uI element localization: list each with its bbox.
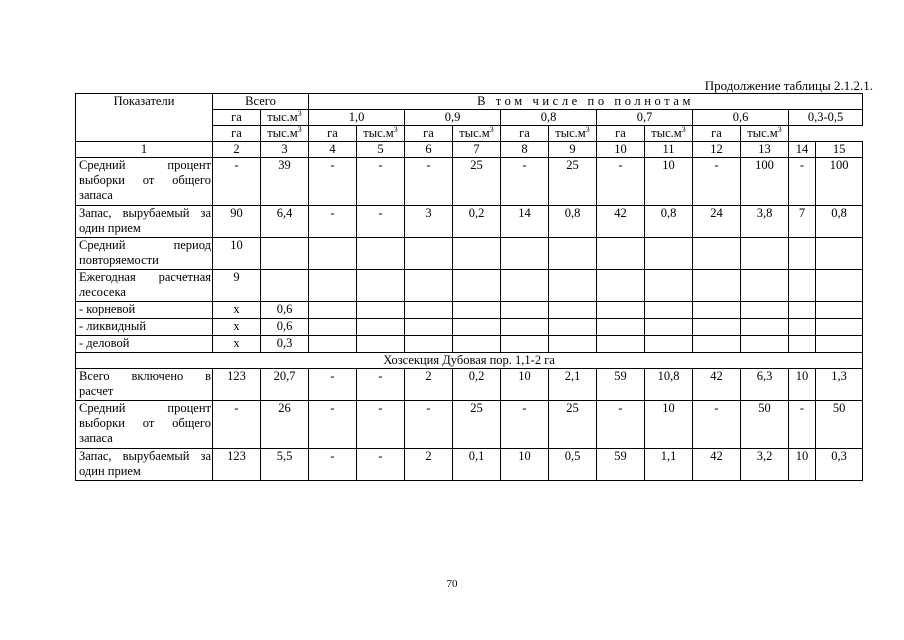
table-cell bbox=[645, 270, 693, 302]
table-cell bbox=[645, 319, 693, 336]
page-number: 70 bbox=[446, 578, 458, 590]
table-cell bbox=[453, 319, 501, 336]
table-cell: - bbox=[789, 158, 816, 206]
table-cell: 6,3 bbox=[741, 369, 789, 401]
table-cell bbox=[597, 238, 645, 270]
column-number: 2 bbox=[213, 142, 261, 158]
table-cell: 25 bbox=[549, 401, 597, 449]
table-cell bbox=[549, 302, 597, 319]
table-cell bbox=[261, 270, 309, 302]
data-table bbox=[75, 93, 863, 481]
table-cell bbox=[816, 270, 863, 302]
table-cell bbox=[816, 302, 863, 319]
table-cell: 10 bbox=[501, 449, 549, 481]
table-cell: - bbox=[309, 401, 357, 449]
table-cell: 24 bbox=[693, 206, 741, 238]
table-cell bbox=[597, 270, 645, 302]
row-label: Средний процент выборки от общего запаса bbox=[76, 158, 213, 206]
table-cell bbox=[261, 238, 309, 270]
table-cell: х bbox=[213, 336, 261, 353]
table-cell: 20,7 bbox=[261, 369, 309, 401]
table-cell: 39 bbox=[261, 158, 309, 206]
table-cell: 7 bbox=[789, 206, 816, 238]
table-cell bbox=[501, 319, 549, 336]
table-cell: 25 bbox=[453, 158, 501, 206]
header-density-2: 0,8 bbox=[501, 110, 597, 126]
table-cell: 0,8 bbox=[816, 206, 863, 238]
table-cell: 26 bbox=[261, 401, 309, 449]
table-cell bbox=[789, 238, 816, 270]
table-cell bbox=[789, 319, 816, 336]
table-row bbox=[76, 302, 863, 319]
table-cell: 5,5 bbox=[261, 449, 309, 481]
table-cell: - bbox=[357, 449, 405, 481]
table-cell bbox=[549, 336, 597, 353]
header-indicators: Показатели bbox=[76, 94, 213, 142]
table-cell bbox=[309, 302, 357, 319]
table-cell: - bbox=[357, 369, 405, 401]
table-cell: 0,2 bbox=[453, 369, 501, 401]
table-cell: 2,1 bbox=[549, 369, 597, 401]
column-number: 11 bbox=[645, 142, 693, 158]
table-cell: 59 bbox=[597, 449, 645, 481]
table-cell bbox=[405, 336, 453, 353]
table-cell: - bbox=[597, 158, 645, 206]
table-cell bbox=[405, 302, 453, 319]
table-cell bbox=[357, 319, 405, 336]
table-cell: 10 bbox=[789, 449, 816, 481]
table-cell: - bbox=[405, 401, 453, 449]
table-cell: - bbox=[501, 158, 549, 206]
header-unit-ha: га bbox=[405, 126, 453, 142]
table-cell bbox=[816, 319, 863, 336]
table-cell bbox=[816, 336, 863, 353]
column-number: 6 bbox=[405, 142, 453, 158]
column-number: 7 bbox=[453, 142, 501, 158]
column-number: 1 bbox=[76, 142, 213, 158]
table-cell bbox=[501, 238, 549, 270]
table-cell bbox=[453, 238, 501, 270]
header-density-3: 0,7 bbox=[597, 110, 693, 126]
table-cell: 1,3 bbox=[816, 369, 863, 401]
table-cell: 0,3 bbox=[816, 449, 863, 481]
table-cell: 50 bbox=[816, 401, 863, 449]
column-number: 15 bbox=[816, 142, 863, 158]
table-cell bbox=[357, 302, 405, 319]
table-cell bbox=[453, 270, 501, 302]
column-number: 12 bbox=[693, 142, 741, 158]
table-cell: - bbox=[357, 206, 405, 238]
header-unit-thous: $тыс.м^3$ bbox=[741, 126, 789, 142]
table-cell: - bbox=[597, 401, 645, 449]
table-cell: 42 bbox=[693, 449, 741, 481]
table-cell: 10 bbox=[645, 158, 693, 206]
table-cell: 0,3 bbox=[261, 336, 309, 353]
table-cell bbox=[741, 270, 789, 302]
table-cell: 10 bbox=[645, 401, 693, 449]
row-label: Запас, вырубаемый за один прием bbox=[76, 206, 213, 238]
table-cell: 100 bbox=[816, 158, 863, 206]
table-cell: 0,6 bbox=[261, 302, 309, 319]
table-cell: 6,4 bbox=[261, 206, 309, 238]
table-cell bbox=[357, 238, 405, 270]
table-cell: - bbox=[357, 401, 405, 449]
table-cell: 50 bbox=[741, 401, 789, 449]
row-label: Всего включено в расчет bbox=[76, 369, 213, 401]
table-row bbox=[76, 206, 863, 238]
header-unit-thous: $тыс.м^3$ bbox=[261, 126, 309, 142]
table-cell bbox=[789, 302, 816, 319]
table-cell: 0,8 bbox=[549, 206, 597, 238]
table-cell: 0,5 bbox=[549, 449, 597, 481]
table-cell: - bbox=[357, 158, 405, 206]
column-number: 4 bbox=[309, 142, 357, 158]
table-cell bbox=[597, 319, 645, 336]
section-row bbox=[76, 353, 863, 369]
table-cell: - bbox=[213, 158, 261, 206]
table-cell: 0,2 bbox=[453, 206, 501, 238]
table-cell bbox=[405, 319, 453, 336]
table-cell bbox=[816, 238, 863, 270]
table-cell: 42 bbox=[597, 206, 645, 238]
table-cell: - bbox=[309, 449, 357, 481]
table-cell: - bbox=[405, 158, 453, 206]
header-density-1: 0,9 bbox=[405, 110, 501, 126]
table-cell: 10,8 bbox=[645, 369, 693, 401]
table-cell: х bbox=[213, 302, 261, 319]
table-cell: 59 bbox=[597, 369, 645, 401]
table-cell bbox=[741, 336, 789, 353]
table-cell: - bbox=[693, 158, 741, 206]
header-unit-thous: $тыс.м^3$ bbox=[645, 126, 693, 142]
section-title: Хозсекция Дубовая пор. 1,1-2 га bbox=[76, 353, 863, 369]
table-cell: - bbox=[693, 401, 741, 449]
table-row bbox=[76, 401, 863, 449]
table-cell: 9 bbox=[213, 270, 261, 302]
column-number: 3 bbox=[261, 142, 309, 158]
table-cell bbox=[645, 302, 693, 319]
table-cell bbox=[501, 336, 549, 353]
column-number: 5 bbox=[357, 142, 405, 158]
table-cell bbox=[309, 319, 357, 336]
table-cell bbox=[741, 302, 789, 319]
table-cell bbox=[357, 270, 405, 302]
row-label: - ликвидный bbox=[76, 319, 213, 336]
header-density-0: 1,0 bbox=[309, 110, 405, 126]
header-density-4: 0,6 bbox=[693, 110, 789, 126]
table-cell bbox=[453, 336, 501, 353]
table-cell: 0,8 bbox=[645, 206, 693, 238]
header-unit-thous: $тыс.м^3$ bbox=[357, 126, 405, 142]
table-cell bbox=[309, 238, 357, 270]
table-cell bbox=[789, 336, 816, 353]
table-cell bbox=[549, 270, 597, 302]
table-cell: - bbox=[213, 401, 261, 449]
row-label: - деловой bbox=[76, 336, 213, 353]
table-cell bbox=[645, 238, 693, 270]
table-cell bbox=[309, 336, 357, 353]
table-cell: 25 bbox=[453, 401, 501, 449]
table-cell: 100 bbox=[741, 158, 789, 206]
table-cell: 3 bbox=[405, 206, 453, 238]
table-row bbox=[76, 158, 863, 206]
table-cell: 123 bbox=[213, 449, 261, 481]
table-cell: 90 bbox=[213, 206, 261, 238]
table-cell bbox=[741, 319, 789, 336]
header-total-ha: га bbox=[213, 110, 261, 126]
table-cell bbox=[597, 302, 645, 319]
header-total: Всего bbox=[213, 94, 309, 110]
table-cell: 3,2 bbox=[741, 449, 789, 481]
header-unit-ha: га bbox=[693, 126, 741, 142]
table-cell: 2 bbox=[405, 449, 453, 481]
column-number: 8 bbox=[501, 142, 549, 158]
table-cell: 0,1 bbox=[453, 449, 501, 481]
table-cell bbox=[693, 302, 741, 319]
table-cell bbox=[789, 270, 816, 302]
table-cell bbox=[405, 238, 453, 270]
table-cell bbox=[501, 302, 549, 319]
table-cell: 10 bbox=[789, 369, 816, 401]
table-cell: 25 bbox=[549, 158, 597, 206]
table-cell bbox=[405, 270, 453, 302]
table-cell: - bbox=[309, 369, 357, 401]
row-label: - корневой bbox=[76, 302, 213, 319]
row-label: Средний период повторяемости bbox=[76, 238, 213, 270]
row-label: Запас, вырубаемый за один прием bbox=[76, 449, 213, 481]
header-unit-ha: га bbox=[213, 126, 261, 142]
row-label: Средний процент выборки от общего запаса bbox=[76, 401, 213, 449]
column-number: 13 bbox=[741, 142, 789, 158]
column-number: 10 bbox=[597, 142, 645, 158]
table-row bbox=[76, 270, 863, 302]
table-cell: 10 bbox=[213, 238, 261, 270]
table-cell bbox=[357, 336, 405, 353]
table-cell: 42 bbox=[693, 369, 741, 401]
table-cell bbox=[741, 238, 789, 270]
table-cell: - bbox=[789, 401, 816, 449]
column-number: 9 bbox=[549, 142, 597, 158]
table-cell: - bbox=[309, 158, 357, 206]
table-row bbox=[76, 449, 863, 481]
table-cell: 14 bbox=[501, 206, 549, 238]
table-cell bbox=[645, 336, 693, 353]
table-row bbox=[76, 369, 863, 401]
header-total-thous: $тыс.м^3$ bbox=[261, 110, 309, 126]
header-density-5: 0,3-0,5 bbox=[789, 110, 863, 126]
table-cell: 3,8 bbox=[741, 206, 789, 238]
header-unit-ha: га bbox=[309, 126, 357, 142]
table-cell: 10 bbox=[501, 369, 549, 401]
row-label: Ежегодная расчетная лесосека bbox=[76, 270, 213, 302]
table-cell bbox=[453, 302, 501, 319]
table-cell bbox=[693, 270, 741, 302]
table-caption: Продолжение таблицы 2.1.2.1. bbox=[704, 78, 873, 93]
table-cell: 1,1 bbox=[645, 449, 693, 481]
column-number: 14 bbox=[789, 142, 816, 158]
header-unit-ha: га bbox=[597, 126, 645, 142]
table-cell bbox=[549, 238, 597, 270]
table-cell: 2 bbox=[405, 369, 453, 401]
table-cell bbox=[693, 336, 741, 353]
table-row bbox=[76, 336, 863, 353]
table-row bbox=[76, 238, 863, 270]
table-cell bbox=[693, 319, 741, 336]
header-unit-thous: $тыс.м^3$ bbox=[453, 126, 501, 142]
table-row bbox=[76, 319, 863, 336]
table-cell bbox=[309, 270, 357, 302]
table-cell bbox=[693, 238, 741, 270]
header-including: В том числе по полнотам bbox=[309, 94, 863, 110]
header-unit-ha: га bbox=[501, 126, 549, 142]
table-cell: - bbox=[309, 206, 357, 238]
table-cell: 0,6 bbox=[261, 319, 309, 336]
table-cell: - bbox=[501, 401, 549, 449]
table-cell bbox=[501, 270, 549, 302]
table-cell: 123 bbox=[213, 369, 261, 401]
table-cell: х bbox=[213, 319, 261, 336]
table-cell bbox=[549, 319, 597, 336]
header-unit-thous: $тыс.м^3$ bbox=[549, 126, 597, 142]
table-cell bbox=[597, 336, 645, 353]
